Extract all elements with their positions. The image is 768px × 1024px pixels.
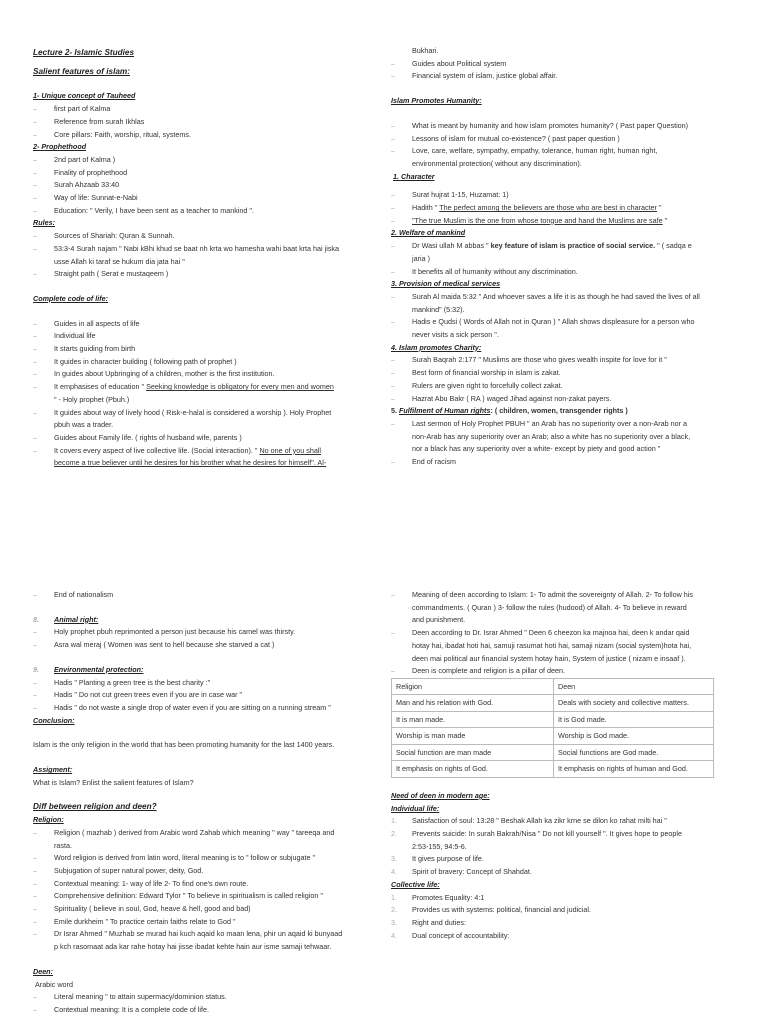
list-item: – Love, care, welfare, sympathy, empathy, tolerance, human right, human right, xyxy=(391,145,726,158)
list-item: 1. Promotes Equality: 4:1 xyxy=(391,892,726,905)
list-item: – Comprehensive definition: Edward Tylor " To believe in spiritualism is called religion " xyxy=(33,890,363,903)
diff-religion-deen-title: Diff between religion and deen? xyxy=(33,802,157,812)
list-item: 2. Provides us with systems: political, financial and judicial. xyxy=(391,904,726,917)
table-cell: Social functions are God made. xyxy=(554,744,714,761)
collective-text: It covers every aspect of live collective life. (Social interaction). " xyxy=(54,445,260,455)
tauheed-title: 1- Unique concept of Tauheed xyxy=(33,91,136,101)
humanity-list xyxy=(391,120,726,171)
list-item-continuation: deen mai political aur financial system hotay hain, System of justice ( nizam e insaaf ). xyxy=(412,653,686,663)
list-item: – 2nd part of Kalma ) xyxy=(33,154,363,167)
education-text: It emphasises of education " xyxy=(54,382,147,392)
list-item-continuation: mankind" (5:32). xyxy=(412,304,465,314)
list-item-continuation: hotay hai, ibadat hoti hai, samuji rasumat hoti hai, samaji nizam (social system)hota hai, xyxy=(412,640,692,650)
table-cell: It is God made. xyxy=(554,711,714,728)
list-item: – Hadis e Qudsi ( Words of Allah not in Quran ) " Allah shows displeasure for a person who xyxy=(391,316,726,329)
rules-list xyxy=(33,230,363,281)
list-item-education xyxy=(33,381,363,394)
list-item: – Religion ( mazhab ) derived from Arabic word Zahab which meaning " way " tareeqa and xyxy=(33,827,363,840)
list-item: 4. Spirit of bravery: Concept of Shahdat. xyxy=(391,866,726,879)
wasi-text: Dr Wasi ullah M abbas " xyxy=(412,241,491,251)
list-item-continuation: become a true believer until he desires for his brother what he desires for himself". Al- xyxy=(54,458,327,468)
education-quote: Seeking knowledge is obligatory for every men and women xyxy=(146,382,334,392)
page1-right-column xyxy=(391,45,726,469)
list-item-continuation: never visits a sick person ". xyxy=(412,330,499,340)
list-item: – Education: " Verily, I have been sent as a teacher to mankind ". xyxy=(33,205,363,218)
wasi-bold: key feature of islam is practice of social service. xyxy=(490,241,656,251)
list-item: – Way of life: Sunnat-e-Nabi xyxy=(33,192,363,205)
list-item: – Surat hujrat 1-15, Huzamat: 1) xyxy=(391,189,726,202)
list-item: – Literal meaning " to attain supermacy/dominion status. xyxy=(33,991,363,1004)
list-item: – It guides about way of lively hood ( Risk-e-halal is considered a worship ). Holy Prophet xyxy=(33,407,363,420)
table-cell: Man and his relation with God. xyxy=(392,695,554,712)
list-item: – Subjugation of super natural power, deity, God. xyxy=(33,865,363,878)
table-cell: Worship is God made. xyxy=(554,728,714,745)
religion-deen-table xyxy=(391,678,714,778)
list-item: – Guides about Family life. ( rights of husband wife, parents ) xyxy=(33,432,363,445)
human-rights-heading xyxy=(391,405,726,418)
prophethood-title: 2- Prophethood xyxy=(33,142,87,152)
humanity-title: Islam Promotes Humanity: xyxy=(391,96,482,106)
rights-subtitle: : ( children, women, transgender rights ) xyxy=(490,406,628,416)
list-item-continuation: jaria ) xyxy=(412,253,430,263)
list-item: – It guides in character building ( following path of prophet ) xyxy=(33,356,363,369)
rights-title: Fulfilment of Human rights xyxy=(399,406,491,416)
salient-features-title: Salient features of islam: xyxy=(33,66,130,76)
table-cell: Deals with society and collective matters. xyxy=(554,695,714,712)
list-item: – Rulers are given right to forcefully collect zakat. xyxy=(391,380,726,393)
welfare-title: 2. Welfare of mankind xyxy=(391,228,466,238)
table-cell: Deen xyxy=(554,678,714,695)
list-item: – Word religion is derived from latin word, literal meaning is to " follow or subjugate " xyxy=(33,852,363,865)
list-item: – Emile durkheim " To practice certain faiths relate to God " xyxy=(33,916,363,929)
religion-title: Religion: xyxy=(33,815,64,825)
list-item: 1. Satisfaction of soul: 13:28 " Beshak Allah ka zikr krne se dilon ko rahat milti hai " xyxy=(391,815,726,828)
list-item: – Best form of financial worship in islam is zakat. xyxy=(391,367,726,380)
page1-left-column xyxy=(33,47,363,470)
list-item-hadith xyxy=(391,202,726,215)
environment-title: 9. Environmental protection: xyxy=(33,664,363,677)
table-cell: Social function are man made xyxy=(392,744,554,761)
list-item: – 53:3-4 Surah najam " Nabi kBhi khud se baat nh krta wo hamesha wahi baat krta hai jiska xyxy=(33,243,363,256)
list-item: – first part of Kalma xyxy=(33,103,363,116)
prophethood-list xyxy=(33,154,363,218)
list-item: – Surah Al maida 5:32 " And whoever saves a life it is as though he had saved the lives of all xyxy=(391,291,726,304)
list-item: 2. Prevents suicide: In surah Bakrah/Nisa " Do not kill yourself ". It gives hope to people xyxy=(391,828,726,841)
list-item: – Meaning of deen according to Islam: 1- To admit the sovereignty of Allah. 2- To follow his xyxy=(391,589,726,602)
complete-code-title: Complete code of life: xyxy=(33,293,109,303)
list-item-continuation: nor a black has any superiority over a white- except by piety and good action " xyxy=(412,444,661,454)
deen-title: Deen: xyxy=(33,966,53,976)
list-item: – Individual life xyxy=(33,330,363,343)
wasi-close: " ( sadqa e xyxy=(655,241,692,251)
list-item-continuation: rasta. xyxy=(54,840,72,850)
page2-left-column xyxy=(33,589,363,1017)
list-item: – Financial system of islam, justice global affair. xyxy=(391,70,726,83)
muslim-close: " xyxy=(662,215,668,225)
list-item-continuation: environmental protection( without any discrimination). xyxy=(412,158,582,168)
list-item: – It benefits all of humanity without any discrimination. xyxy=(391,266,726,279)
deen-arabic-word: Arabic word xyxy=(35,979,73,989)
assignment-text: What is Islam? Enlist the salient features of Islam? xyxy=(33,777,194,787)
list-item: – Surah Ahzaab 33:40 xyxy=(33,179,363,192)
need-of-deen-title: Need of deen in modern age: xyxy=(391,790,490,800)
charity-list xyxy=(391,354,726,405)
list-item: – Core pillars: Faith, worship, ritual, systems. xyxy=(33,129,363,142)
bukhari-continuation: Bukhari. xyxy=(412,46,439,55)
list-item: – Surah Baqrah 2:177 " Muslims are those who gives wealth inspite for love for it " xyxy=(391,354,726,367)
table-cell: Religion xyxy=(392,678,554,695)
rights-number: 5. xyxy=(391,406,397,416)
list-item: 3. It gives purpose of life. xyxy=(391,853,726,866)
list-item-continuation: " - Holy prophet (Pbuh.) xyxy=(54,394,130,404)
list-item: – Finality of prophethood xyxy=(33,167,363,180)
table-cell: It emphasis on rights of human and God. xyxy=(554,761,714,778)
hadith-quote: The perfect among the believers are those who are best in character xyxy=(439,203,657,213)
animal-right-title: 8. Animal right: xyxy=(33,614,363,627)
list-item: – Contextual meaning: 1- way of life 2- To find one's own route. xyxy=(33,878,363,891)
complete-code-list xyxy=(33,318,363,470)
list-item-continuation: commandments. ( Quran ) 3- follow the rules (hudood) of Allah. 4- To believe in reward xyxy=(412,602,687,612)
list-item: – In guides about Upbringing of a children, mother is the first institution. xyxy=(33,368,363,381)
list-item: – Deen is complete and religion is a pillar of deen. xyxy=(391,665,726,678)
collective-life-list xyxy=(391,892,726,943)
collective-life-title: Collective life: xyxy=(391,879,440,889)
assignment-title: Assigment: xyxy=(33,765,73,775)
list-item: 3. Right and duties: xyxy=(391,917,726,930)
list-item: – End of racism xyxy=(391,456,726,469)
list-item-continuation: usse Allah ki taraf se hukum dia jata hai " xyxy=(54,256,185,266)
list-item: – Hadis " do not waste a single drop of water even if you are sitting on a running stream " xyxy=(33,702,363,715)
muslim-quote: "The true Muslim is the one from whose tongue and hand the Muslims are safe xyxy=(412,215,663,225)
list-item-continuation: non-Arab has any superiority over an Arab; also a white has no superiority over a black, xyxy=(412,431,691,441)
list-item: – It starts guiding from birth xyxy=(33,343,363,356)
table-cell: It is man made. xyxy=(392,711,554,728)
rules-title: Rules: xyxy=(33,218,55,228)
list-item-continuation: pbuh was a trader. xyxy=(54,420,114,430)
list-item-collective xyxy=(33,445,363,458)
list-item: – Last sermon of Holy Prophet PBUH " an Arab has no superiority over a non-Arab nor a xyxy=(391,418,726,431)
list-item: – Holy prophet pbuh reprimonted a person just because his camel was thirsty. xyxy=(33,626,363,639)
list-item: – Straight path ( Serat e mustaqeem ) xyxy=(33,268,363,281)
table-row xyxy=(392,744,714,761)
list-item: – What is meant by humanity and how islam promotes humanity? ( Past paper Question) xyxy=(391,120,726,133)
tauheed-list xyxy=(33,103,363,141)
collective-quote: No one of you shall xyxy=(259,445,322,455)
individual-life-title: Individual life: xyxy=(391,803,440,813)
table-row xyxy=(392,761,714,778)
list-item: – Contextual meaning: It is a complete code of life. xyxy=(33,1004,363,1017)
list-item: – Guides in all aspects of life xyxy=(33,318,363,331)
list-item: – Dr Israr Ahmed " Muzhab se murad hai kuch aqaid ko maan lena, phir un aqaid ki bunyaad xyxy=(33,928,363,941)
list-item-continuation: 2:53-155, 94:5-6. xyxy=(412,841,467,851)
table-row xyxy=(392,678,714,695)
list-item: – Spirituality ( believe in soul, God, heave & hell, good and bad) xyxy=(33,903,363,916)
individual-life-list xyxy=(391,815,726,879)
list-item: – Reference from surah Ikhlas xyxy=(33,116,363,129)
hadith-text: Hadith " xyxy=(412,203,440,213)
medical-title: 3. Provision of medical services xyxy=(391,279,501,289)
lecture-title: Lecture 2- Islamic Studies xyxy=(33,48,135,57)
list-item: – Hazrat Abu Bakr ( RA ) waged Jihad against non-zakat payers. xyxy=(391,393,726,406)
conclusion-text: Islam is the only religion in the world that has been promoting humanity for the last 1400 years. xyxy=(33,740,335,750)
conclusion-title: Conclusion: xyxy=(33,715,75,725)
page2-right-column xyxy=(391,589,726,942)
table-row xyxy=(392,695,714,712)
hadith-close: " xyxy=(656,203,662,213)
table-row xyxy=(392,711,714,728)
list-item: – Asra wal meraj ( Women was sent to hell because she starved a cat ) xyxy=(33,639,363,652)
table-cell: It emphasis on rights of God. xyxy=(392,761,554,778)
list-item: – Hadis " Do not cut green trees even if you are in case war " xyxy=(33,689,363,702)
list-item: – Lessons of islam for mutual co-existence? ( past paper question ) xyxy=(391,133,726,146)
list-item: – Deen according to Dr. Israr Ahmed " Deen 6 cheezon ka majnoa hai, deen k andar qaid xyxy=(391,627,726,640)
list-item: – Guides about Political system xyxy=(391,58,726,71)
list-item: – Sources of Shariah: Quran & Sunnah. xyxy=(33,230,363,243)
charity-title: 4. Islam promotes Charity: xyxy=(391,342,482,352)
list-item-continuation: p kch rasomaat ada kar rahe hotay hai jisse ibadat kehte hain aur isme samaji tehwaar. xyxy=(54,942,332,952)
list-item-wasi xyxy=(391,240,726,253)
list-item-continuation: and punishment. xyxy=(412,615,466,625)
character-title: 1. Character xyxy=(393,171,435,181)
list-item-muslim xyxy=(391,215,726,228)
table-row xyxy=(392,728,714,745)
religion-list xyxy=(33,827,363,954)
list-item: 4. Dual concept of accountability: xyxy=(391,930,726,943)
list-item: – End of nationalism xyxy=(33,589,363,602)
list-item: – Hadis " Planting a green tree is the best charity :" xyxy=(33,677,363,690)
table-cell: Worship is man made xyxy=(392,728,554,745)
